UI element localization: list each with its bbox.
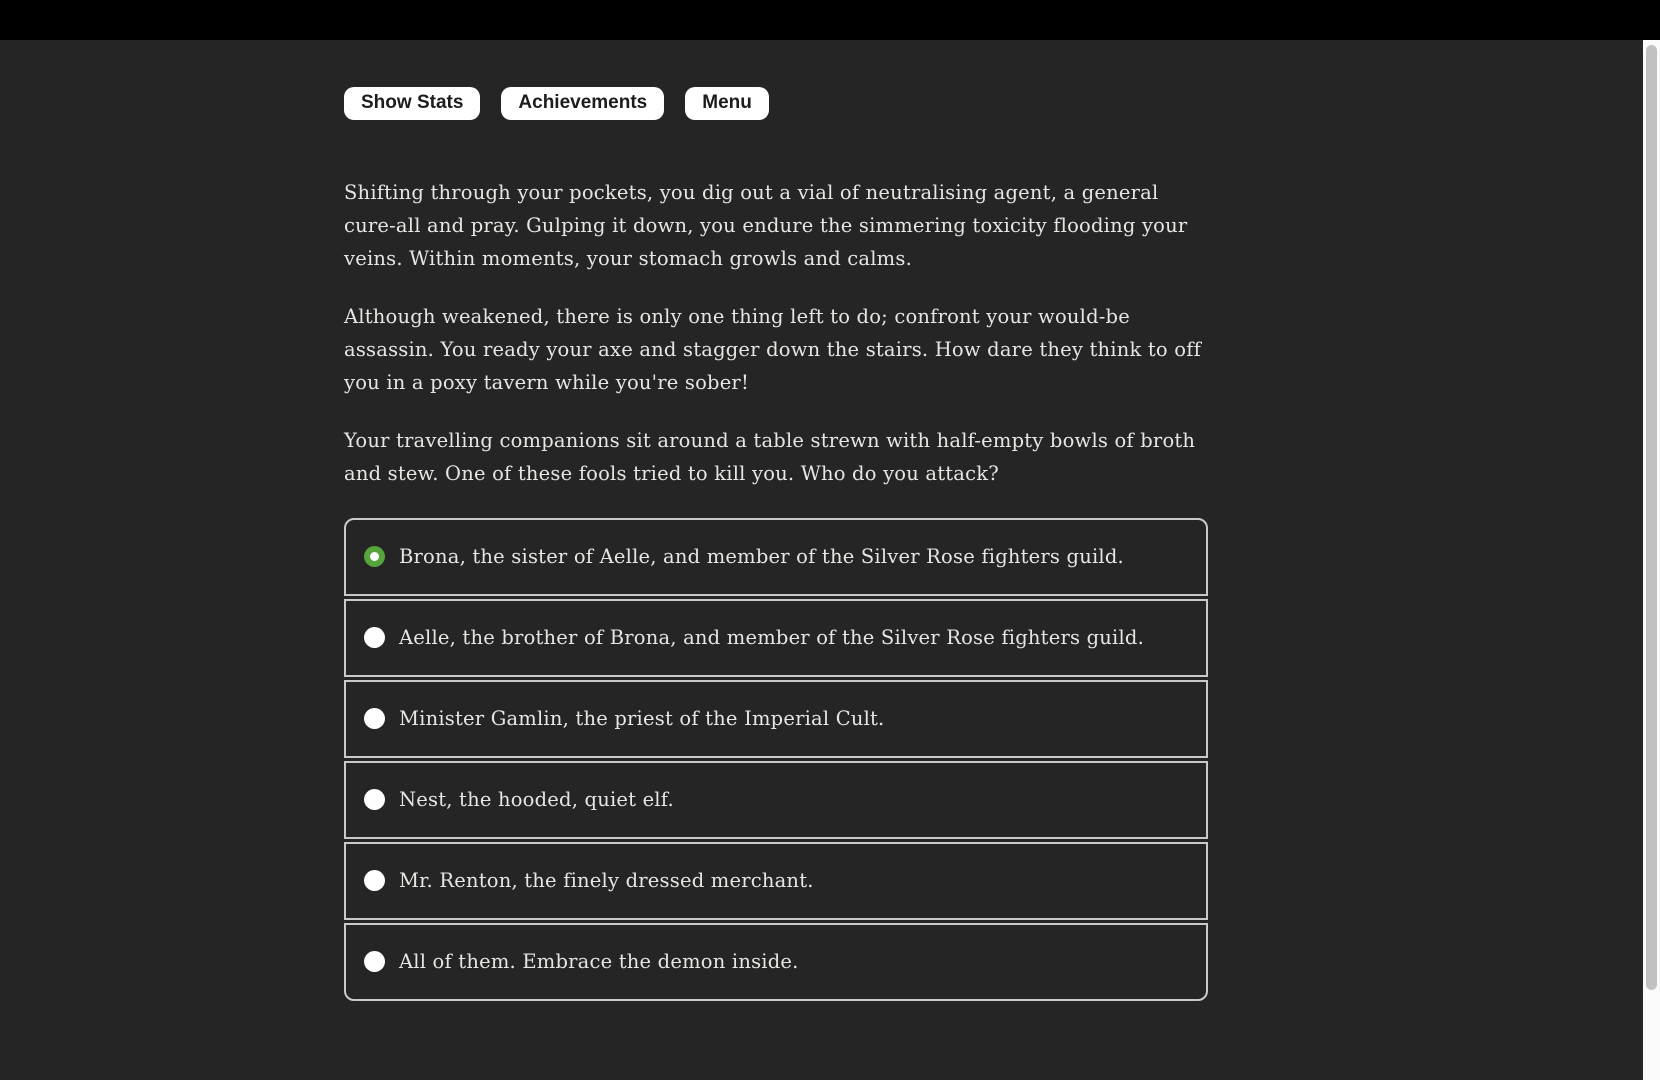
show-stats-button[interactable]: Show Stats bbox=[344, 87, 480, 120]
achievements-button[interactable]: Achievements bbox=[501, 87, 664, 120]
choice-label: All of them. Embrace the demon inside. bbox=[399, 950, 799, 974]
choice-option-all[interactable] bbox=[344, 923, 1208, 1001]
choice-label: Brona, the sister of Aelle, and member of the Silver Rose fighters guild. bbox=[399, 545, 1124, 569]
toolbar bbox=[344, 87, 1210, 120]
radio-icon[interactable] bbox=[364, 627, 385, 648]
choice-list bbox=[344, 518, 1208, 1001]
top-black-bar bbox=[0, 0, 1660, 40]
choice-option-aelle[interactable] bbox=[344, 599, 1208, 677]
choice-label: Minister Gamlin, the priest of the Imperial Cult. bbox=[399, 707, 885, 731]
choice-option-brona[interactable] bbox=[344, 518, 1208, 596]
scrollbar[interactable] bbox=[1643, 40, 1660, 1080]
radio-icon[interactable] bbox=[364, 870, 385, 891]
story-content bbox=[344, 40, 1210, 1001]
choice-option-gamlin[interactable] bbox=[344, 680, 1208, 758]
story-paragraph: Shifting through your pockets, you dig out a vial of neutralising agent, a general cure-all and pray. Gulping it down, you endure the simmering toxicity flooding your veins. Within moments, your stomach growls and calms. bbox=[344, 180, 1188, 270]
menu-button[interactable]: Menu bbox=[685, 87, 769, 120]
radio-selected-icon[interactable] bbox=[364, 546, 385, 567]
radio-icon[interactable] bbox=[364, 708, 385, 729]
story-paragraph: Your travelling companions sit around a table strewn with half-empty bowls of broth and stew. One of these fools tried to kill you. Who do you attack? bbox=[344, 428, 1196, 485]
radio-icon[interactable] bbox=[364, 951, 385, 972]
choice-option-nest[interactable] bbox=[344, 761, 1208, 839]
choice-label: Nest, the hooded, quiet elf. bbox=[399, 788, 674, 812]
story-text bbox=[344, 176, 1210, 490]
choice-label: Aelle, the brother of Brona, and member of the Silver Rose fighters guild. bbox=[399, 626, 1144, 650]
scrollbar-thumb[interactable] bbox=[1646, 45, 1657, 990]
story-paragraph: Although weakened, there is only one thing left to do; confront your would-be assassin. You ready your axe and stagger down the stairs. How dare they think to off you in a poxy tavern while you're sober! bbox=[344, 304, 1202, 394]
choice-option-renton[interactable] bbox=[344, 842, 1208, 920]
choice-label: Mr. Renton, the finely dressed merchant. bbox=[399, 869, 814, 893]
radio-icon[interactable] bbox=[364, 789, 385, 810]
